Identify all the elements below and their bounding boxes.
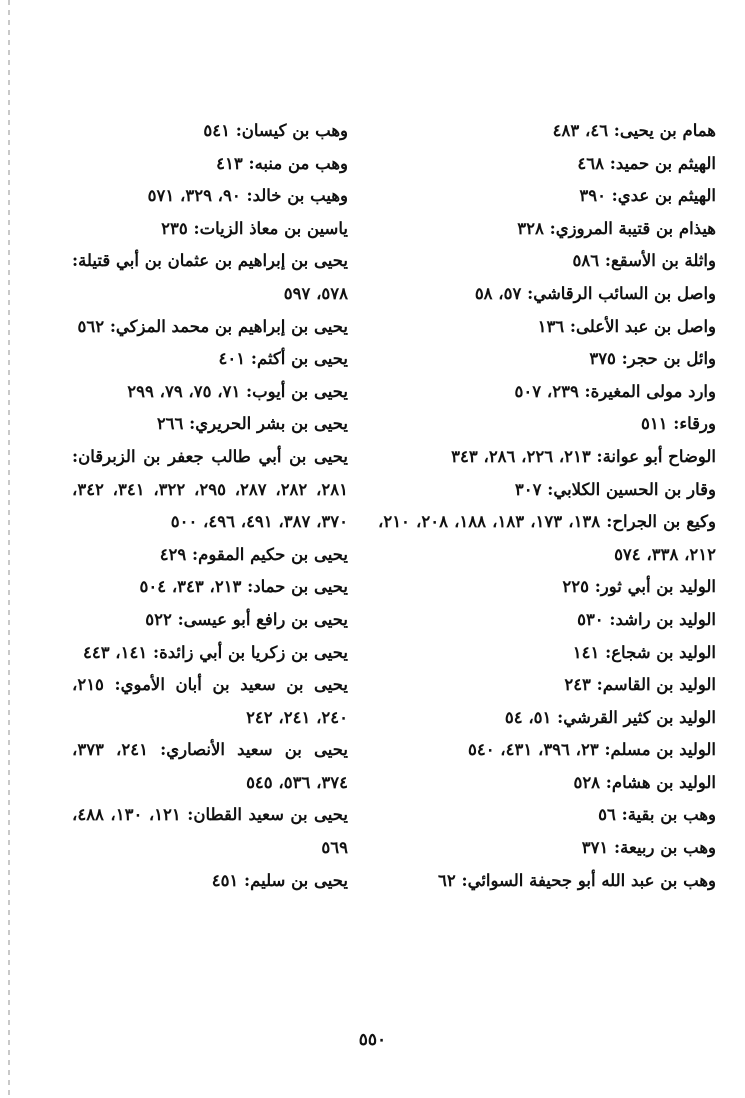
index-entry: وارد مولى المغيرة: ٢٣٩، ٥٠٧ <box>514 381 716 401</box>
index-entry: وقار بن الحسين الكلابي: ٣٠٧ <box>514 479 716 499</box>
index-entry: الوضاح أبو عوانة: ٢١٣، ٢٢٦، ٢٨٦، ٣٤٣ <box>451 446 716 466</box>
index-entry: يحيى بن أكثم: ٤٠١ <box>218 349 348 369</box>
index-entry: وهب بن عبد الله أبو جحيفة السوائي: ٦٢ <box>438 870 716 890</box>
index-column-right <box>378 115 716 897</box>
index-entry: يحيى بن أبي طالب جعفر بن الزبرقان: ٢٨١، ٢٨٢، ٢٨٧، ٢٩٥، ٣٢٢، ٣٤١، ٣٤٢، ٣٧٠، ٣٨٧، ٤٩١، ٤٩٦، ٥٠٠ <box>72 446 348 532</box>
index-entry: يحيى بن سليم: ٤٥١ <box>211 870 348 890</box>
index-entry: الهيثم بن عدي: ٣٩٠ <box>579 186 716 206</box>
index-entry: يحيى بن سعيد القطان: ١٢١، ١٣٠، ٤٨٨، ٥٦٩ <box>72 805 349 858</box>
index-entry: وهب من منبه: ٤١٣ <box>216 153 348 173</box>
index-entry: يحيى بن سعيد الأنصاري: ٢٤١، ٣٧٣، ٣٧٤، ٥٣٦، ٥٤٥ <box>72 740 348 792</box>
index-entry: الهيثم بن حميد: ٤٦٨ <box>577 153 716 173</box>
index-entry: وهب بن كيسان: ٥٤١ <box>203 121 348 140</box>
index-entry: ورقاء: ٥١١ <box>640 414 716 434</box>
index-entry: وهيب بن خالد: ٩٠، ٣٢٩، ٥٧١ <box>147 186 348 206</box>
index-entry: واصل بن عبد الأعلى: ١٣٦ <box>537 316 716 336</box>
index-entry: واثلة بن الأسقع: ٥٨٦ <box>572 251 716 271</box>
index-column-left <box>72 115 348 897</box>
index-entry: يحيى بن إبراهيم بن محمد المزكي: ٥٦٢ <box>77 316 348 336</box>
index-entry: يحيى بن رافع أبو عيسى: ٥٢٢ <box>145 609 348 629</box>
index-entry: همام بن يحيى: ٤٦، ٤٨٣ <box>552 121 716 140</box>
index-entry: هيذام بن قتيبة المروزي: ٣٢٨ <box>517 218 716 238</box>
index-entry: الوليد بن أبي ثور: ٢٢٥ <box>562 577 716 597</box>
index-entry: يحيى بن زكريا بن أبي زائدة: ١٤١، ٤٤٣ <box>82 642 348 662</box>
index-entry: يحيى بن إبراهيم بن عثمان بن أبي قتيلة: ٥٧٨، ٥٩٧ <box>72 251 348 303</box>
index-entry: الوليد بن هشام: ٥٢٨ <box>573 772 716 792</box>
index-entry: الوليد بن القاسم: ٢٤٣ <box>564 675 716 695</box>
scan-edge-marks <box>8 0 10 1098</box>
index-entry: وكيع بن الجراح: ١٣٨، ١٧٣، ١٨٣، ١٨٨، ٢٠٨، ٢١٠، ٢١٢، ٣٣٨، ٥٧٤ <box>378 512 716 564</box>
index-entry: وهب بن بقية: ٥٦ <box>598 805 716 825</box>
index-entry: وائل بن حجر: ٣٧٥ <box>589 349 716 369</box>
page-number: ٥٥٠ <box>358 1030 387 1050</box>
index-entry: الوليد بن كثير القرشي: ٥١، ٥٤ <box>504 707 716 727</box>
index-entry: وهب بن ربيعة: ٣٧١ <box>581 838 716 858</box>
index-entry: واصل بن السائب الرقاشي: ٥٧، ٥٨ <box>474 283 716 303</box>
index-entry: يحيى بن أيوب: ٧١، ٧٥، ٧٩، ٢٩٩ <box>127 381 348 401</box>
index-entry: ياسين بن معاذ الزيات: ٢٣٥ <box>161 218 348 238</box>
index-entry: يحيى بن حماد: ٢١٣، ٣٤٣، ٥٠٤ <box>139 577 348 597</box>
index-entry: الوليد بن مسلم: ٢٣، ٣٩٦، ٤٣١، ٥٤٠ <box>467 740 716 760</box>
index-entry: الوليد بن راشد: ٥٣٠ <box>577 609 716 629</box>
index-entry: يحيى بن حكيم المقوم: ٤٢٩ <box>159 544 348 564</box>
index-entry: يحيى بن بشر الحريري: ٢٦٦ <box>156 414 348 434</box>
index-entry: الوليد بن شجاع: ١٤١ <box>572 642 716 662</box>
index-entry: يحيى بن سعيد بن أبان الأموي: ٢١٥، ٢٤٠، ٢٤١، ٢٤٢ <box>72 675 348 727</box>
